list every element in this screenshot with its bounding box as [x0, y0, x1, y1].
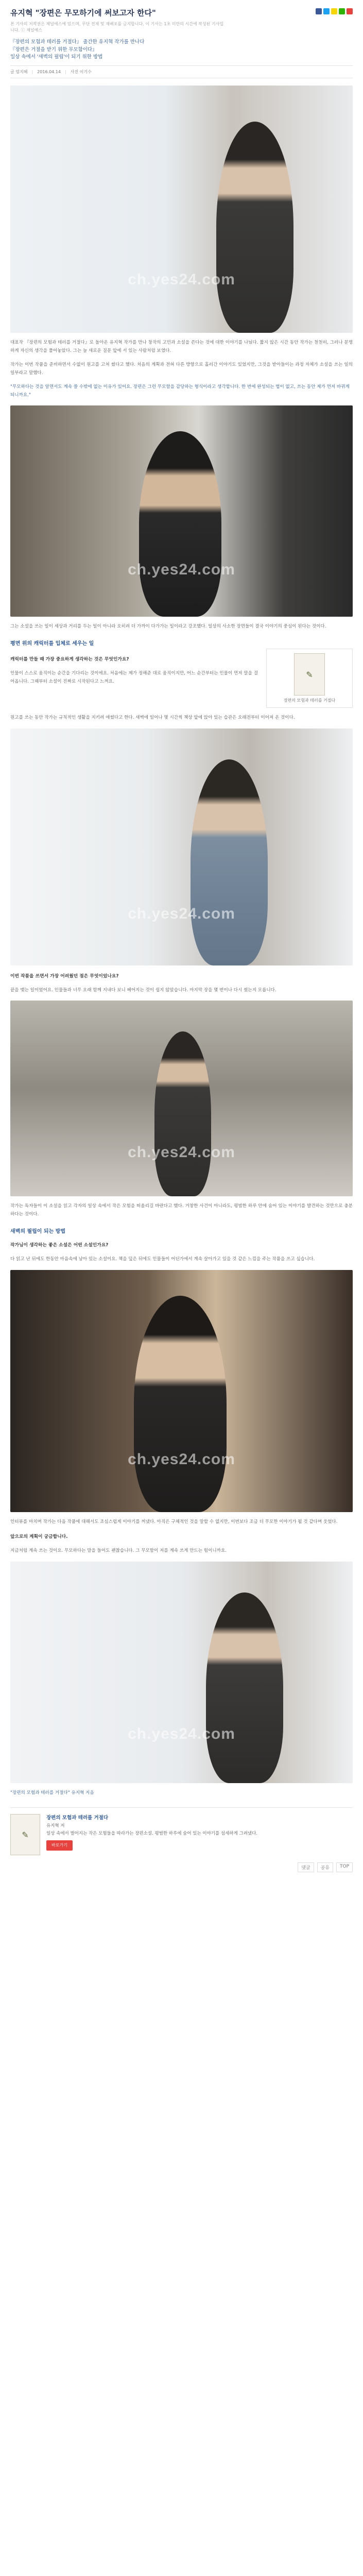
question: 작가님이 생각하는 좋은 소설은 어떤 소설인가요? — [10, 1243, 109, 1248]
photo-author-2 — [10, 405, 353, 617]
book-box[interactable] — [266, 649, 353, 708]
lead-line: 일상 속에서 '새벽의 필립'이 되기 위한 방법 — [10, 54, 103, 60]
book-title[interactable]: 장편의 모험과 테러를 거절다 — [46, 1815, 109, 1821]
top-button[interactable]: TOP — [336, 1862, 353, 1872]
paragraph: 작가는 독자들이 이 소설을 읽고 각자의 일상 속에서 작은 모험을 떠올리길 바란다고 했다. 거창한 사건이 아니라도, 평범한 하루 안에 숨어 있는 이야기를 발견하는 것만으로 충분하다는 것이다. — [10, 1204, 353, 1217]
photo-author-1 — [10, 86, 353, 333]
book-info-box — [10, 1807, 353, 1855]
subheading: 새벽의 필립이 되는 방법 — [10, 1229, 66, 1235]
paragraph: 인터뷰를 마치며 작가는 다음 작품에 대해서도 조심스럽게 이야기를 꺼냈다. 아직은 구체적인 것을 말할 수 없지만, 이번보다 조금 더 무모한 이야기가 될 것 같다며 웃었다. — [10, 1519, 338, 1524]
photo-author-5 — [10, 1270, 353, 1512]
answer: 끝을 맺는 일이었어요. 인물들과 너무 오래 함께 지내다 보니 헤어지는 것이 쉽지 않았습니다. 마지막 장을 몇 번이나 다시 썼는지 모릅니다. — [10, 987, 276, 993]
person-figure — [191, 759, 268, 965]
quote: "장편의 모험과 테러를 거절다" 유지혁 지음 — [10, 1790, 94, 1795]
photo-author-3 — [10, 728, 353, 965]
email-icon[interactable] — [347, 8, 353, 14]
share-button[interactable]: 공유 — [317, 1862, 333, 1872]
lead-line: 『장편의 모험과 테러를 거절다』 출간한 유지혁 작가를 만나다 — [10, 39, 145, 45]
paragraph: 그는 소설을 쓰는 일이 세상과 거리를 두는 일이 아니라 오히려 더 가까이 다가가는 일이라고 강조했다. 일상의 사소한 장면들이 결국 이야기의 중심이 된다는 것이다. — [10, 623, 326, 629]
title-row — [10, 7, 353, 33]
divider: | — [64, 70, 66, 75]
twitter-icon[interactable] — [323, 8, 330, 14]
footer-actions — [10, 1862, 353, 1872]
book-title[interactable]: 장편의 모험과 테러를 거절다 — [283, 698, 336, 703]
photo-credit: 사진 이기수 — [70, 70, 92, 75]
answer: 지금처럼 계속 쓰는 것이요. 무모하다는 말을 들어도 괜찮습니다. 그 무모함이 저를 계속 쓰게 만드는 힘이니까요. — [10, 1548, 227, 1554]
photo-author-6 — [10, 1562, 353, 1783]
page-title: 유지혁 "장편은 무모하기에 써보고자 한다" — [10, 8, 156, 18]
qa-block — [10, 649, 258, 692]
qa-with-book — [10, 649, 353, 708]
person-figure — [206, 1592, 283, 1783]
subheading: 평면 위의 캐릭터를 입체로 세우는 일 — [10, 641, 94, 647]
watermark: ch.yes24.com — [128, 561, 235, 579]
question: 이번 작품을 쓰면서 가장 어려웠던 점은 무엇이었나요? — [10, 973, 119, 979]
watermark: ch.yes24.com — [128, 905, 235, 923]
book-info — [46, 1814, 353, 1855]
quote: "무모하다는 것을 알면서도 계속 쓸 수밖에 없는 이유가 있어요. 장편은 그런 무모함을 감당하는 형식이라고 생각합니다. 한 번에 완성되는 법이 없고, 쓰는 동안 제가 먼저 바뀌게 되니까요." — [10, 384, 350, 398]
blog-icon[interactable] — [339, 8, 345, 14]
watermark: ch.yes24.com — [128, 1451, 235, 1468]
book-cover-icon[interactable]: ✎ — [294, 653, 325, 696]
question: 앞으로의 계획이 궁금합니다. — [10, 1534, 68, 1540]
lead — [10, 39, 353, 61]
answer: 다 읽고 난 뒤에도 한동안 마음속에 남아 있는 소설이요. 책을 덮은 뒤에도 인물들이 어딘가에서 계속 살아가고 있을 것 같은 느낌을 주는 작품을 쓰고 싶습니다. — [10, 1257, 315, 1262]
watermark: ch.yes24.com — [128, 270, 235, 288]
facebook-icon[interactable] — [316, 8, 322, 14]
person-figure — [216, 122, 293, 333]
share-buttons — [316, 8, 353, 14]
comment-button[interactable]: 댓글 — [298, 1862, 314, 1872]
divider: | — [31, 70, 33, 75]
copyright-notice: 본 기사의 저작권은 채널예스에 있으며, 무단 전재 및 재배포를 금지합니다. 이 기사는 1초 미만의 시간에 작성된 기사입니다. ⓒ 채널예스 — [10, 22, 224, 32]
book-author: 유지혁 저 — [46, 1823, 65, 1829]
author: 글 엄지혜 — [10, 70, 28, 75]
person-figure — [139, 431, 221, 617]
kakao-icon[interactable] — [331, 8, 337, 14]
question: 캐릭터를 만들 때 가장 중요하게 생각하는 것은 무엇인가요? — [10, 657, 129, 663]
person-figure — [134, 1296, 227, 1512]
answer: 인물이 스스로 움직이는 순간을 기다리는 것이에요. 처음에는 제가 정해준 대로 움직이지만, 어느 순간부터는 인물이 먼저 말을 걸어옵니다. 그때부터 소설이 진짜로 시작된다고 느껴요. — [10, 671, 258, 684]
paragraph: 원고를 쓰는 동안 작가는 규칙적인 생활을 지키려 애썼다고 한다. 새벽에 일어나 몇 시간씩 책상 앞에 앉아 있는 습관은 오래전부터 이어져 온 것이다. — [10, 715, 295, 721]
watermark: ch.yes24.com — [128, 1725, 235, 1743]
watermark: ch.yes24.com — [128, 1143, 235, 1161]
paragraph: 작가는 이번 작품을 준비하면서 수없이 원고를 고쳐 썼다고 했다. 처음의 계획과 전혀 다른 방향으로 흘러간 이야기도 있었지만, 그것을 받아들이는 과정 자체가 소설을 쓰는 일의 일부라고 말했다. — [10, 362, 353, 376]
book-cover-icon[interactable]: ✎ — [10, 1814, 40, 1855]
photo-author-4 — [10, 1001, 353, 1196]
article — [10, 0, 353, 1872]
paragraph: 대표작 『장편의 모험과 테러를 거절다』로 돌아온 유지혁 작가를 만나 창작의 고민과 소설을 쓴다는 것에 대한 이야기를 나눴다. 짧지 않은 시간 동안 작가는 천천히, 그러나 분명하게 자신의 생각을 풀어놓았다. 그는 늘 새로운 질문 앞에 서 있는 사람처럼 보였다. — [10, 340, 353, 353]
lead-line: 『장편은 거절을 받기 위한 무모함이다』 — [10, 46, 97, 53]
date: 2016.04.14 — [37, 70, 61, 75]
buy-button[interactable]: 바로가기 — [46, 1840, 73, 1851]
person-figure — [154, 1031, 211, 1196]
book-desc: 일상 속에서 벌어지는 작은 모험들을 따라가는 장편소설. 평범한 하루에 숨어 있는 이야기를 섬세하게 그려냈다. — [46, 1831, 258, 1836]
byline — [10, 65, 353, 78]
